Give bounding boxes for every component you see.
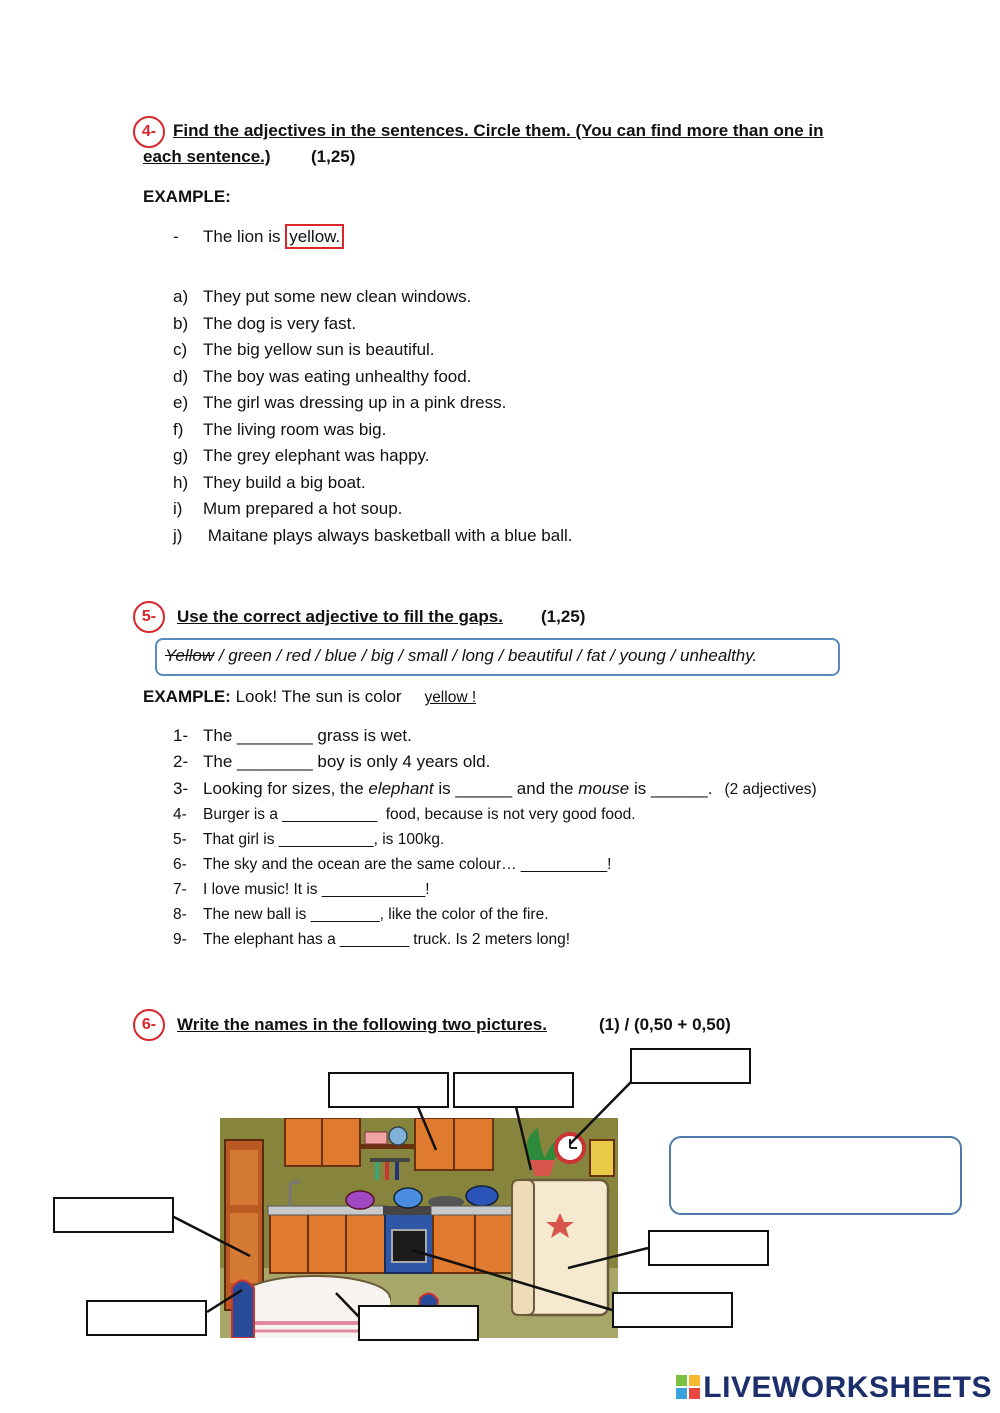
section-6-title: Write the names in the following two pictures.: [177, 1015, 547, 1034]
sentence-marker: b): [173, 313, 189, 333]
gap-text-em2: mouse: [578, 779, 630, 798]
sentence-marker: f): [173, 419, 184, 439]
sentence-text[interactable]: The dog is very fast.: [203, 313, 357, 333]
gap-marker: 1-: [173, 726, 189, 745]
example-answer-end: !: [467, 689, 477, 706]
gap-marker: 5-: [173, 831, 187, 848]
gap-text[interactable]: The new ball is ________, like the color of the fire.: [203, 906, 549, 923]
gap-text[interactable]: That girl is ___________, is 100kg.: [203, 831, 445, 848]
sentence-marker: d): [173, 366, 189, 386]
pointer-line-clock: [570, 1082, 631, 1144]
answer-box-cabinet[interactable]: [328, 1072, 449, 1108]
example-prefix: The lion is: [203, 227, 286, 246]
gap-text-post[interactable]: is ______.: [629, 779, 713, 798]
gap-text-mid[interactable]: is ______ and the: [433, 779, 579, 798]
liveworksheets-logo-icon: [675, 1374, 701, 1400]
pointer-line-door: [170, 1215, 250, 1256]
word-bank-words: / green / red / blue / big / small / long / beautiful / fat / young / unhealthy.: [214, 646, 758, 665]
gap-text-em1: elephant: [368, 779, 434, 798]
gap-note: (2 adjectives): [724, 781, 817, 798]
gap-text[interactable]: The sky and the ocean are the same colour… __________!: [203, 856, 612, 873]
pointer-line-plant: [516, 1107, 531, 1170]
sentence-text[interactable]: The boy was eating unhealthy food.: [203, 366, 472, 386]
answer-box-door[interactable]: [53, 1197, 174, 1233]
second-picture-placeholder-box[interactable]: [669, 1136, 962, 1215]
section-5-number: 5-: [133, 601, 165, 633]
sentence-text[interactable]: The grey elephant was happy.: [203, 446, 430, 465]
gap-marker: 2-: [173, 752, 189, 771]
gap-text[interactable]: The ________ grass is wet.: [203, 726, 412, 745]
gap-marker: 4-: [173, 806, 187, 823]
section-4-title-line1: Find the adjectives in the sentences. Circle them. (You can find more than one in: [173, 121, 824, 140]
pointer-line-oven: [412, 1250, 612, 1310]
sentence-marker: e): [173, 393, 189, 412]
sentence-text[interactable]: Mum prepared a hot soup.: [203, 499, 403, 518]
section-5-example-label: EXAMPLE:: [143, 687, 231, 706]
example-circled-word: yellow.: [285, 224, 344, 249]
example-answer-word: yellow: [424, 689, 468, 706]
pointer-line-chair: [207, 1290, 242, 1312]
section-5-title: Use the correct adjective to fill the gaps.: [177, 607, 503, 626]
gap-marker: 9-: [173, 931, 187, 948]
sentence-text[interactable]: They put some new clean windows.: [203, 287, 472, 306]
sentence-marker: i): [173, 499, 183, 518]
answer-box-oven[interactable]: [612, 1292, 733, 1328]
answer-box-plant[interactable]: [453, 1072, 574, 1108]
answer-box-table[interactable]: [358, 1305, 479, 1341]
liveworksheets-logo-text: LIVEWORKSHEETS: [703, 1371, 992, 1404]
section-4-title-line2: each sentence.): [143, 147, 271, 166]
section-5-example-text: Look! The sun is color: [230, 687, 407, 706]
sentence-marker: j): [173, 525, 183, 545]
pointer-line-table: [336, 1293, 360, 1318]
gap-marker: 7-: [173, 881, 187, 898]
gap-text-pre[interactable]: Looking for sizes, the: [203, 779, 369, 798]
pointer-line-cabinet: [418, 1107, 436, 1150]
answer-box-clock[interactable]: [630, 1048, 751, 1084]
section-4-example-label: EXAMPLE:: [143, 187, 231, 206]
section-5-points: (1,25): [541, 607, 586, 626]
section-6-points: (1) / (0,50 + 0,50): [599, 1015, 731, 1034]
answer-box-chair[interactable]: [86, 1300, 207, 1336]
gap-marker: 8-: [173, 906, 187, 923]
sentence-text[interactable]: They build a big boat.: [203, 472, 366, 492]
sentence-marker: c): [173, 340, 188, 359]
liveworksheets-logo: [675, 1371, 992, 1405]
example-dash: -: [173, 227, 179, 246]
sentence-text[interactable]: The living room was big.: [203, 419, 387, 439]
answer-box-fridge[interactable]: [648, 1230, 769, 1266]
sentence-text[interactable]: Maitane plays always basketball with a blue ball.: [203, 525, 573, 545]
gap-marker: 6-: [173, 856, 187, 873]
section-4-number: 4-: [133, 116, 165, 148]
gap-text[interactable]: Burger is a ___________ food, because is not very good food.: [203, 806, 636, 823]
sentence-text[interactable]: The girl was dressing up in a pink dress.: [203, 393, 507, 412]
word-bank-struck-word: Yellow: [165, 646, 215, 665]
gap-text[interactable]: The elephant has a ________ truck. Is 2 meters long!: [203, 931, 571, 948]
section-6-number: 6-: [133, 1009, 165, 1041]
gap-text[interactable]: The ________ boy is only 4 years old.: [203, 752, 491, 771]
sentence-marker: a): [173, 287, 189, 306]
sentence-marker: h): [173, 472, 189, 492]
pointer-line-fridge: [568, 1248, 648, 1268]
sentence-marker: g): [173, 446, 189, 465]
section-4-points: (1,25): [311, 147, 356, 166]
sentence-text[interactable]: The big yellow sun is beautiful.: [203, 340, 435, 359]
gap-text[interactable]: I love music! It is ____________!: [203, 881, 430, 898]
gap-marker: 3-: [173, 779, 189, 798]
